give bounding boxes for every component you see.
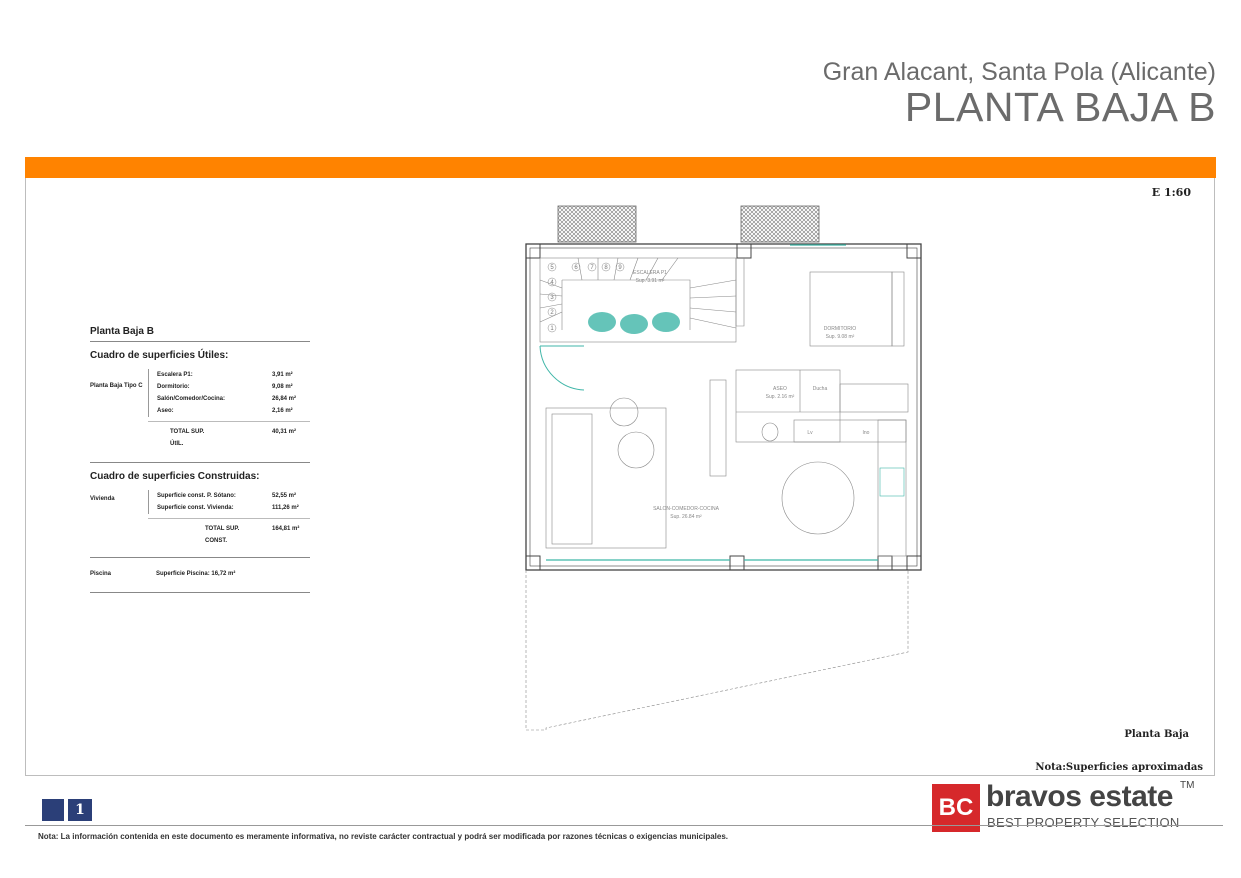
divider [90, 557, 310, 558]
stair-step-number [588, 263, 596, 271]
planter-right [741, 206, 819, 242]
svg-text:7: 7 [590, 265, 594, 271]
svg-text:1: 1 [550, 326, 554, 332]
outer-walls [526, 244, 921, 570]
scale-label: E 1:60 [1151, 186, 1191, 199]
plan-title: PLANTA BAJA B [904, 84, 1216, 130]
room-area-dormitorio: Sup. 9.08 m² [825, 334, 855, 340]
front-glazing [546, 245, 878, 560]
surface-row: Superficie const. P. Sótano: 52,55 m² [157, 493, 297, 499]
stair-step-number [572, 263, 580, 271]
brand-trademark: TM [1180, 780, 1195, 791]
entry-door [540, 346, 584, 390]
svg-text:8: 8 [604, 265, 608, 271]
room-area-salon: Sup. 26.84 m² [670, 514, 702, 520]
surface-row: Dormitorio: 9,08 m² [157, 384, 293, 390]
stair-step-number [616, 263, 624, 271]
construidas-group [90, 490, 310, 514]
room-label-salon: SALON-COMEDOR-COCINA [653, 506, 719, 512]
svg-text:3: 3 [550, 295, 554, 301]
construidas-group-label: Vivienda [90, 496, 115, 502]
orange-header-bar [25, 157, 1216, 178]
construidas-title: Cuadro de superficies Construidas: [90, 471, 260, 482]
surface-row: Aseo: 2,16 m² [157, 408, 293, 414]
brand-tagline: BEST PROPERTY SELECTION [987, 815, 1180, 830]
divider [90, 341, 310, 342]
stair-step-number [548, 293, 556, 301]
piscina-row: Piscina Superficie Piscina: 16,72 m² [90, 571, 236, 577]
surface-row: Salón/Comedor/Cocina: 26,84 m² [157, 396, 297, 402]
kitchen-ino-label: Ino [862, 430, 870, 436]
utiles-total: TOTAL SUP. ÚtIL. 40,31 m² [170, 429, 297, 447]
divider [90, 592, 310, 593]
stair-step-number [548, 324, 556, 332]
page-number: 1 [68, 799, 92, 821]
svg-text:4: 4 [550, 280, 554, 286]
stair-step-number [548, 308, 556, 316]
plan-caption: Planta Baja [1124, 729, 1189, 740]
plants-icon [588, 312, 680, 334]
planter-left [558, 206, 636, 242]
floor-plan-drawing [500, 200, 940, 740]
room-label-ducha: Ducha [812, 386, 828, 392]
stair-step-number [548, 278, 556, 286]
surface-row: Superficie const. Vivienda: 111,26 m² [157, 505, 299, 511]
legal-disclaimer: Nota: La información contenida en este documento es meramente informativa, no reviste carácter contractual y podrá ser modificada por razones técnicas o exigencias municipales. [38, 832, 728, 841]
room-label-dormitorio: DORMITORIO [823, 326, 857, 332]
bathroom [736, 370, 908, 442]
footer-divider [25, 825, 1223, 826]
stair-step-number [602, 263, 610, 271]
divider [90, 462, 310, 463]
surface-row: Escalera P1: 3,91 m² [157, 372, 293, 378]
surfaces-table [90, 326, 310, 601]
brand-name: bravos estate [986, 780, 1173, 813]
svg-text:5: 5 [550, 265, 554, 271]
column-posts [526, 244, 921, 570]
utiles-group-label: Planta Baja Tipo C [90, 383, 143, 389]
svg-text:2: 2 [550, 310, 554, 316]
svg-text:9: 9 [618, 265, 622, 271]
construidas-total: TOTAL SUP. CONST. 164,81 m² [205, 526, 300, 544]
page-badge-square [42, 799, 64, 821]
utiles-title: Cuadro de superficies Útiles: [90, 350, 229, 361]
kitchen-counter [794, 420, 906, 556]
utiles-group [90, 369, 310, 417]
location-subtitle: Gran Alacant, Santa Pola (Alicante) [822, 58, 1216, 86]
room-label-aseo: ASEO [773, 386, 787, 392]
living-furniture [546, 380, 854, 548]
brand-logo-icon: BC [932, 784, 980, 832]
stair-step-number [548, 263, 556, 271]
surface-note: Nota:Superficies aproximadas [1035, 762, 1203, 773]
terrace-outline [526, 570, 908, 730]
surfaces-title: Planta Baja B [90, 326, 154, 337]
room-area-escalera: Sup. 3.91 m² [635, 278, 665, 284]
room-area-aseo: Sup. 2.16 m² [765, 394, 795, 400]
room-label-escalera: ESCALERA P1 [633, 270, 667, 276]
svg-text:6: 6 [574, 265, 578, 271]
kitchen-lv-label: Lv [807, 430, 813, 436]
bedroom [736, 258, 904, 346]
